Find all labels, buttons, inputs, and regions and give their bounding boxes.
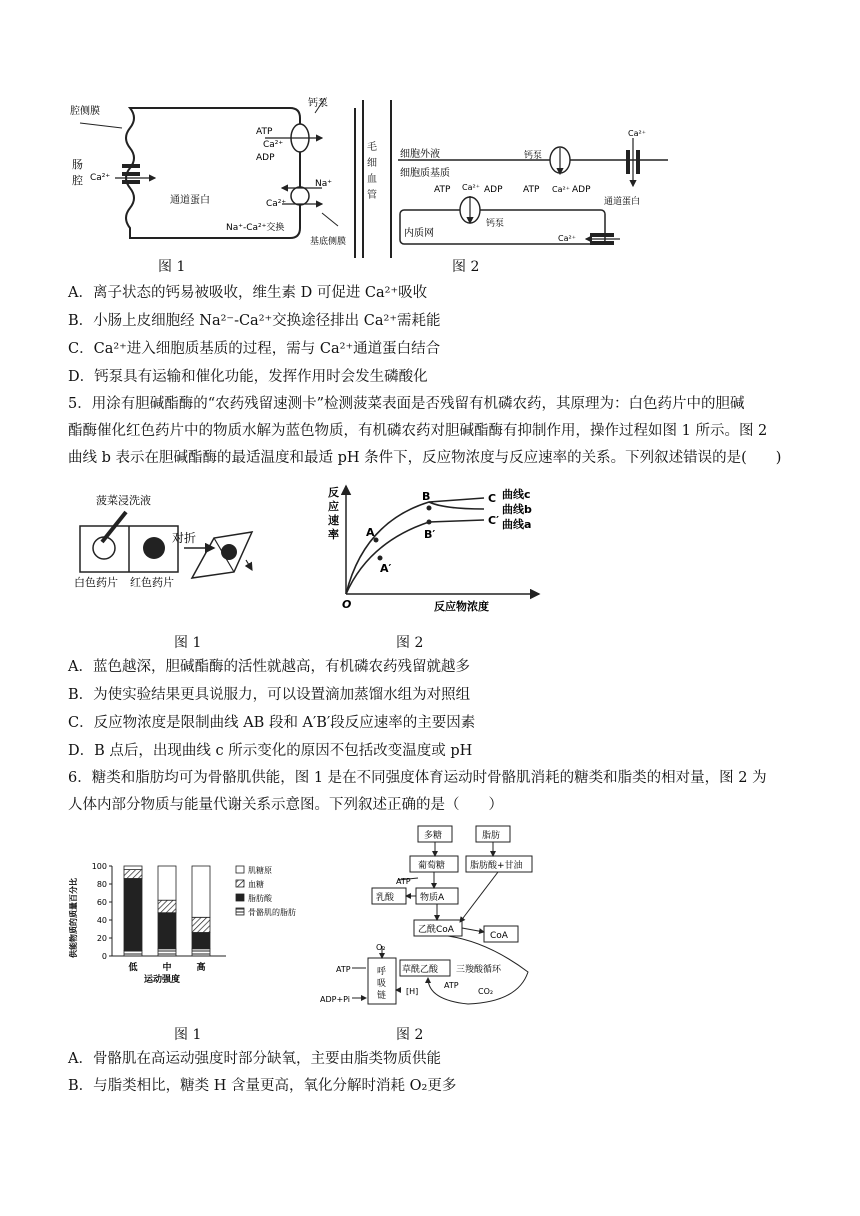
q6-xlabel: 运动强度 [144,975,181,984]
label-calcium-pump: 钙泵 [308,98,328,109]
q6-stem-line2: 人体内部分物质与能量代谢关系示意图。下列叙述正确的是（ ） [68,797,503,813]
q5-point-a2-dot [378,556,383,561]
q5-point-a2: A′ [380,562,392,575]
q5-fig1-red: 红色药片 [130,576,174,589]
q4-option-a: A．离子状态的钙易被吸收，维生素 D 可促进 Ca²⁺吸收 [68,285,428,301]
q5-legend-c: 曲线c [502,488,531,501]
q5-curve-c [346,498,484,594]
q5-point-c: C [488,492,497,505]
q5-legend-a: 曲线a [502,518,532,531]
q6-category-label-2: 高 [196,963,206,973]
fig2-ca2: Ca²⁺ [552,185,570,194]
fig2-adp1: ADP [484,185,503,195]
q5-fig1-caption: 图 1 [174,635,202,651]
q6-category-label-0: 低 [128,963,138,973]
fig2-atp1: ATP [434,185,451,195]
q5-fig2-caption: 图 2 [396,635,424,651]
label-adp-pi: ADP+Pi [320,995,351,1004]
fig2-atp2: ATP [523,185,540,195]
label-o2: O₂ [376,943,386,952]
q6-ytick-label-20: 20 [96,934,107,943]
q4-fig2-caption: 图 2 [452,259,480,275]
q5-xlabel: 反应物浓度 [434,600,489,613]
q5-curve-b [429,502,484,509]
legend-glycogen: 肌糖原 [248,866,272,875]
label-exchanger: Na⁺-Ca²⁺交换 [226,223,285,233]
q5-option-b: B．为使实验结果更具说服力，可以设置滴加蒸馏水组为对照组 [68,687,471,703]
fig2-pump2: 钙泵 [486,219,505,229]
label-ca-lumen: Ca²⁺ [90,173,111,183]
label-co2: CO₂ [478,987,494,996]
capillary-label: 毛 细 血 管 [367,142,377,201]
q6-bar-1-segment-3 [158,866,176,900]
box-acetyl-coa: 乙酰CoA [418,925,454,935]
label-ca-exchange: Ca²⁺ [266,199,287,209]
q5-point-b: B [422,490,431,503]
q5-fig1-fold: 对折 [172,531,197,545]
fig2-channel: 通道蛋白 [604,197,641,207]
label-tca: 三羧酸循环 [456,965,502,975]
q6-option-a: A．骨骼肌在高运动强度时部分缺氧，主要由脂类物质供能 [68,1051,441,1067]
box-coa: CoA [490,931,508,941]
q6-bar-0-segment-0 [124,951,142,956]
box-fat: 脂肪 [482,831,501,841]
q6-ytick-label-0: 0 [101,952,107,961]
q6-stem-line1: 6．糖类和脂肪均可为骨骼肌供能，图 1 是在不同强度体育运动时骨骼肌消耗的糖类和脂类的相对量，图 2 为 [68,770,767,786]
q6-fig1-caption: 图 1 [174,1027,202,1043]
q5-legend-b: 曲线b [502,503,532,516]
legend-swatch-bloodsugar [236,880,244,887]
q6-ytick-label-100: 100 [91,862,107,871]
q5-fig1-white: 白色药片 [74,576,118,589]
q6-bar-0-segment-1 [124,879,142,951]
q5-option-c: C．反应物浓度是限制曲线 AB 段和 A′B′段反应速率的主要因素 [68,715,476,731]
q5-ylabel-3: 速 [328,514,339,527]
label-na: Na⁺ [315,179,332,189]
q6-figure2 [318,822,558,1018]
fig2-ca-top: Ca²⁺ [628,129,646,138]
q5-point-c2: C′ [488,514,499,527]
q5-stem-line2: 酯酶催化红色药片中的物质水解为蓝色物质，有机磷农药对胆碱酯酶有抑制作用，操作过程如图 1 所示。图 2 [68,423,768,439]
q6-ytick-label-80: 80 [96,880,107,889]
q4-figure2 [398,128,678,258]
box-lactic: 乳酸 [376,893,395,903]
box-chain-1: 呼 [377,967,387,977]
legend-musclefat: 骨骼肌的脂肪 [248,908,296,917]
q4-figure1 [60,88,360,258]
box-substance-a: 物质A [420,893,445,903]
fig2-cytosol: 细胞质基质 [400,168,450,179]
q4-fig1-caption: 图 1 [158,259,186,275]
q5-point-b2-dot [427,520,432,525]
label-atp: ATP [256,127,273,137]
fig2-er: 内质网 [404,228,434,239]
label-intestine-2: 腔 [72,174,83,187]
label-h: [H] [406,987,419,996]
q6-fig2-caption: 图 2 [396,1027,424,1043]
box-glucose: 葡萄糖 [418,861,446,871]
q6-bar-0-segment-2 [124,870,142,879]
legend-swatch-glycogen [236,866,244,873]
q5-fig1-wash: 菠菜浸洗液 [96,494,151,507]
q5-figure2-chart [324,482,554,617]
q6-ylabel: 供能物质的质量百分比 [69,878,78,958]
box-chain-3: 链 [377,991,387,1001]
q5-stem-line3: 曲线 b 表示在胆碱酯酶的最适温度和最适 pH 条件下，反应物浓度与反应速率的关系。下列叙述错误的是( ) [68,450,782,466]
q5-point-b2: B′ [424,528,436,541]
q6-bar-0-segment-3 [124,866,142,870]
label-ca-pump: Ca²⁺ [263,140,284,150]
q6-ytick-label-60: 60 [96,898,107,907]
q6-bar-2-segment-3 [192,866,210,917]
q6-bar-2-segment-1 [192,933,210,949]
fig2-adp2: ADP [572,185,591,195]
legend-swatch-fattyacid [236,894,244,901]
q6-bar-1-segment-0 [158,949,176,956]
q5-stem-line1: 5．用涂有胆碱酯酶的“农药残留速测卡”检测菠菜表面是否残留有机磷农药，其原理为：白色药片中的胆碱 [68,396,745,412]
label-adp: ADP [256,153,275,163]
q5-origin: O [342,598,352,611]
label-atp-top: ATP [396,877,411,886]
label-atp-left: ATP [336,965,351,974]
q5-figure1 [74,490,274,590]
box-polysaccharide: 多糖 [424,831,443,841]
q5-option-a: A．蓝色越深，胆碱酯酶的活性就越高，有机磷农药残留就越多 [68,659,470,675]
q6-category-label-1: 中 [162,963,172,973]
q5-ylabel-1: 反 [328,486,339,499]
label-lumen-membrane: 腔侧膜 [70,106,100,117]
q5-ylabel-4: 率 [328,528,339,541]
q6-option-b: B．与脂类相比，糖类 H 含量更高，氧化分解时消耗 O₂更多 [68,1078,457,1094]
label-basolateral: 基底侧膜 [310,237,347,247]
q5-point-a: A [366,526,375,539]
box-fattyacid-glycerol: 脂肪酸+甘油 [470,861,523,871]
fig2-ca1: Ca²⁺ [462,183,480,192]
q4-option-b: B．小肠上皮细胞经 Na²⁻-Ca²⁺交换途径排出 Ca²⁺需耗能 [68,313,441,329]
q6-ytick-label-40: 40 [96,916,107,925]
q6-bar-2-segment-2 [192,917,210,932]
q5-point-b-dot [427,506,432,511]
legend-swatch-musclefat [236,908,244,915]
box-chain-2: 吸 [377,979,387,989]
q4-option-d: D．钙泵具有运输和催化功能，发挥作用时会发生磷酸化 [68,369,428,385]
legend-bloodsugar: 血糖 [248,880,264,889]
label-atp-cycle: ATP [444,981,459,990]
fig2-pump1: 钙泵 [524,151,543,161]
q6-bar-2-segment-0 [192,949,210,956]
q6-bar-1-segment-2 [158,900,176,913]
q6-figure1-chart [66,854,316,984]
legend-fattyacid: 脂肪酸 [248,894,272,903]
q5-ylabel-2: 应 [328,500,339,513]
fig2-ca-er: Ca²⁺ [558,234,576,243]
label-channel-protein: 通道蛋白 [170,195,210,206]
box-oxaloacetate: 草酰乙酸 [402,965,439,975]
q4-option-c: C．Ca²⁺进入细胞质基质的过程，需与 Ca²⁺通道蛋白结合 [68,341,441,357]
q6-bar-1-segment-1 [158,913,176,949]
q5-option-d: D．B 点后，出现曲线 c 所示变化的原因不包括改变温度或 pH [68,743,473,759]
fig2-extracellular: 细胞外液 [400,149,440,160]
label-intestine-1: 肠 [72,158,83,171]
